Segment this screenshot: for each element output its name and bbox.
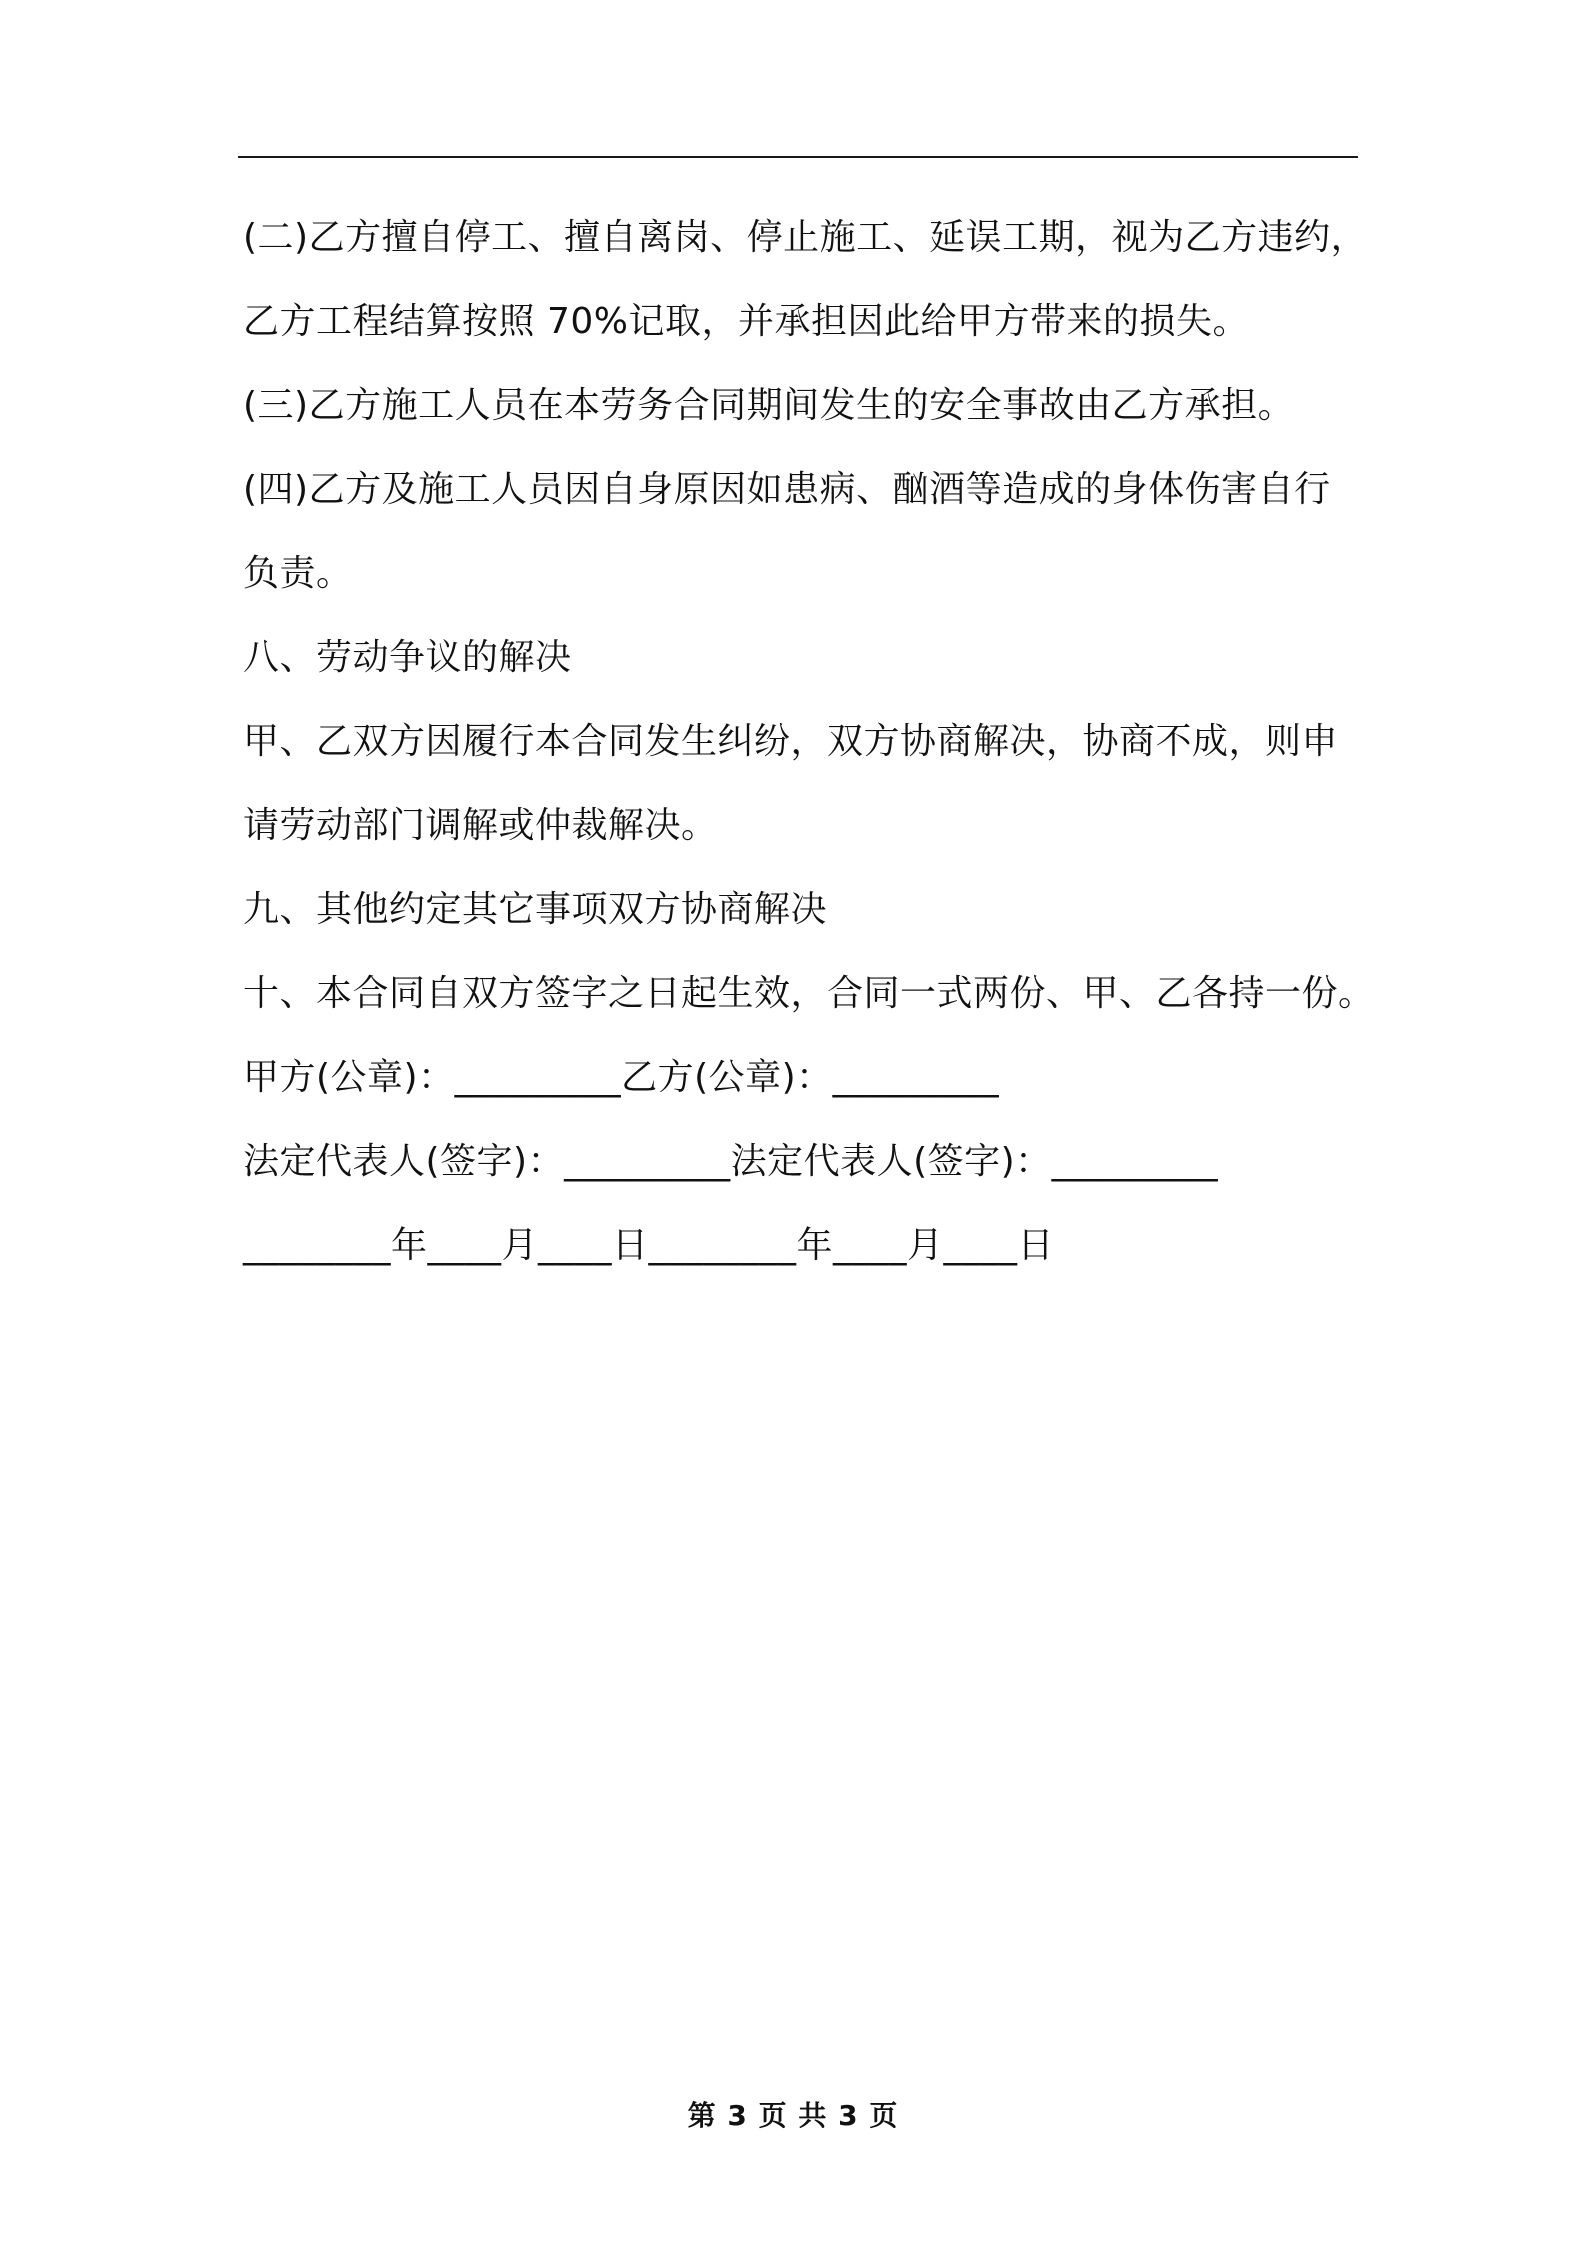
date-line: ________年____月____日________年____月____日 <box>243 1225 1054 1266</box>
clause-2-line-1: (二)乙方擅自停工、擅自离岗、停止施工、延误工期，视为乙方违约， <box>243 217 1368 258</box>
clause-4-line-1: (四)乙方及施工人员因自身原因如患病、酗酒等造成的身体伤害自行 <box>243 469 1331 510</box>
clause-3: (三)乙方施工人员在本劳务合同期间发生的安全事故由乙方承担。 <box>243 385 1295 426</box>
clause-4-line-2: 负责。 <box>243 553 353 594</box>
signature-line: 法定代表人(签字)：_________法定代表人(签字)：_________ <box>243 1141 1219 1182</box>
section-9: 九、其他约定其它事项双方协商解决 <box>243 889 828 930</box>
contract-body <box>243 196 1375 1288</box>
header-rule <box>238 156 1358 158</box>
section-8-heading: 八、劳动争议的解决 <box>243 637 572 678</box>
section-8-line-1: 甲、乙双方因履行本合同发生纠纷，双方协商解决，协商不成，则申 <box>243 721 1339 762</box>
seal-line: 甲方(公章)：_________乙方(公章)：_________ <box>243 1057 1000 1098</box>
section-10: 十、本合同自双方签字之日起生效，合同一式两份、甲、乙各持一份。 <box>243 973 1375 1014</box>
clause-2-line-2: 乙方工程结算按照 70%记取，并承担因此给甲方带来的损失。 <box>243 301 1249 342</box>
section-8-line-2: 请劳动部门调解或仲裁解决。 <box>243 805 718 846</box>
page-number-footer: 第 3 页 共 3 页 <box>687 2099 899 2132</box>
